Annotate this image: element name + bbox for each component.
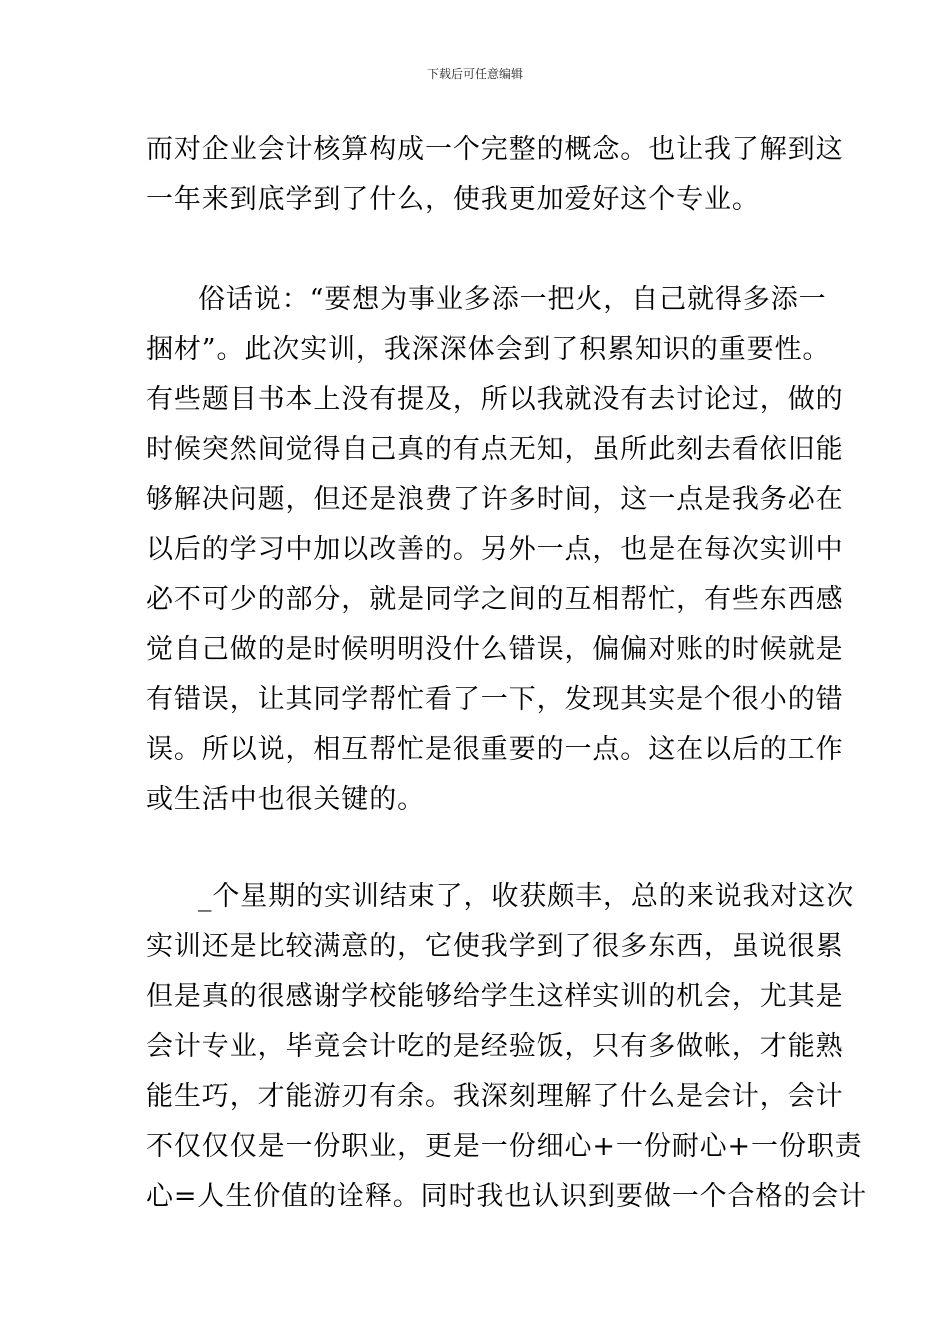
paragraph-3-line-3: 但是真的很感谢学校能够给学生这样实训的机会，尤其是 [146,981,844,1012]
paragraph-1-line-2: 一年来到底学到了什么，使我更加爱好这个专业。 [146,184,760,215]
paragraph-2-line-9: 有错误，让其同学帮忙看了一下，发现其实是个很小的错 [146,684,844,715]
paragraph-3-line-4: 会计专业，毕竟会计吃的是经验饭，只有多做帐，才能熟 [146,1031,844,1062]
paragraph-3-line-2: 实训还是比较满意的，它使我学到了很多东西，虽说很累 [146,931,844,962]
paragraph-2-line-10: 误。所以说，相互帮忙是很重要的一点。这在以后的工作 [146,734,844,765]
paragraph-3-line-6: 不仅仅仅是一份职业，更是一份细心+一份耐心+一份职责 [146,1131,863,1162]
paragraph-2-line-4: 时候突然间觉得自己真的有点无知，虽所此刻去看依旧能 [146,434,844,465]
paragraph-1-line-1: 而对企业会计核算构成一个完整的概念。也让我了解到这 [146,134,844,165]
paragraph-2-line-2: 捆材”。此次实训，我深深体会到了积累知识的重要性。 [146,334,831,365]
paragraph-2-line-5: 够解决问题，但还是浪费了许多时间，这一点是我务必在 [146,484,844,515]
paragraph-2-line-6: 以后的学习中加以改善的。另外一点，也是在每次实训中 [146,534,844,565]
paragraph-2-line-1: 俗话说：“要想为事业多添一把火，自己就得多添一 [198,284,827,315]
paragraph-2-line-8: 觉自己做的是时候明明没什么错误，偏偏对账的时候就是 [146,634,844,665]
paragraph-2-line-7: 必不可少的部分，就是同学之间的互相帮忙，有些东西感 [146,584,844,615]
paragraph-3-line-5: 能生巧，才能游刃有余。我深刻理解了什么是会计，会计 [146,1081,844,1112]
page-header: 下载后可任意编辑 [426,67,523,81]
paragraph-2-line-3: 有些题目书本上没有提及，所以我就没有去讨论过，做的 [146,384,844,415]
paragraph-3-line-1: _个星期的实训结束了，收获颇丰，总的来说我对这次 [198,881,855,912]
paragraph-3-line-7: 心=人生价值的诠释。同时我也认识到要做一个合格的会计 [146,1181,868,1212]
paragraph-2-line-11: 或生活中也很关键的。 [146,784,425,815]
